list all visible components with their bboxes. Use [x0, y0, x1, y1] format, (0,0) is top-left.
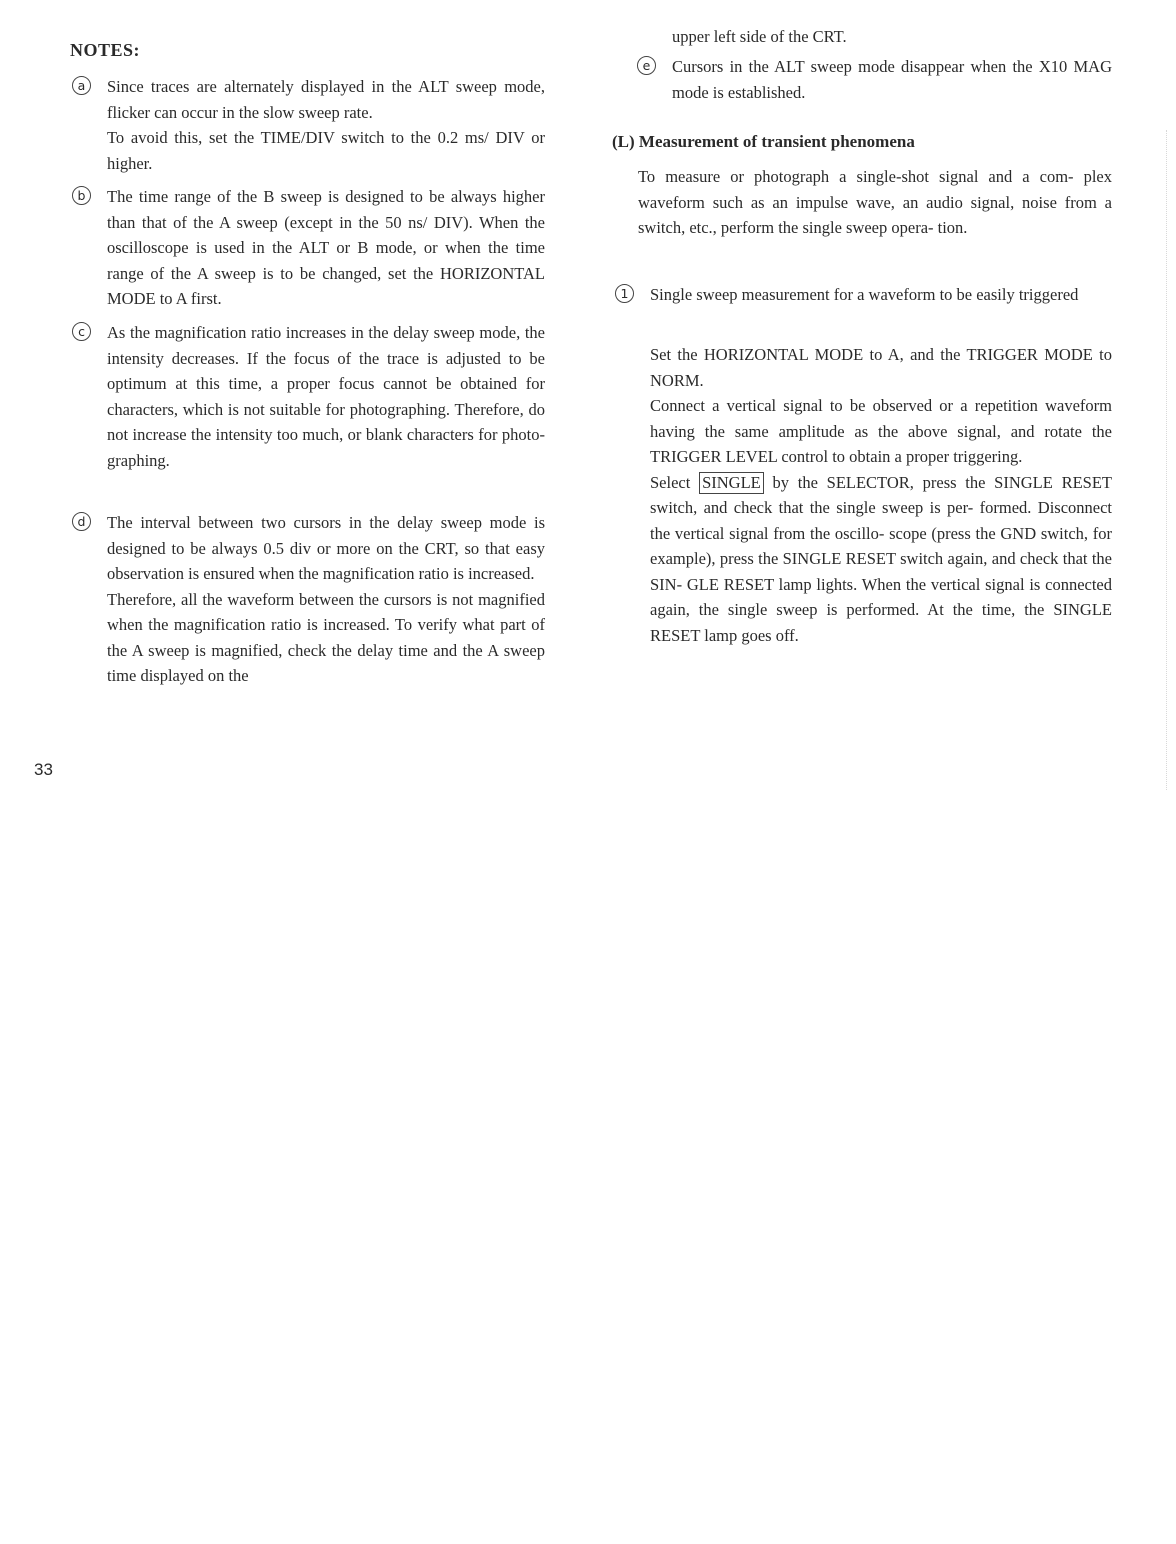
- scan-edge-line: [1166, 130, 1167, 790]
- item-1-paragraph-3-lead: Select: [650, 472, 691, 492]
- section-heading: (L) Measurement of transient phenomena: [612, 132, 915, 151]
- note-b: [77, 184, 545, 312]
- note-marker-c: c: [72, 322, 91, 341]
- note-c-paragraph-1: As the magnification ratio increases in the delay sweep mode, the intensity decreases. If the focus of the trace is adjusted to be optimum at this time, a proper focus cannot be obtained for characters, which is not suitable for photographing. Therefore, do not increase the intensity too much, or blank characters for photo- graphing.: [107, 323, 545, 470]
- note-b-paragraph-1: The time range of the B sweep is designed to be always higher than that of the A sweep (except in the 50 ns/ DIV). When the oscilloscope is used in the ALT or B mode, or when the time range of the A sweep is to be changed, set the HORIZONTAL MODE to A first.: [107, 187, 545, 308]
- item-1-paragraph-3: [650, 470, 1112, 649]
- item-1-paragraph-1: Set the HORIZONTAL MODE to A, and the TRIGGER MODE to NORM.: [650, 345, 1112, 390]
- note-marker-d: d: [72, 512, 91, 531]
- item-marker-1: 1: [615, 284, 634, 303]
- note-c: [78, 320, 545, 473]
- note-marker-e: e: [637, 56, 656, 75]
- page-number: 33: [34, 760, 53, 779]
- item-1-title-block: [620, 282, 1112, 308]
- item-1-title: Single sweep measurement for a waveform to be easily triggered: [650, 285, 1079, 304]
- note-marker-b: b: [72, 186, 91, 205]
- section-intro: [638, 164, 1112, 241]
- note-marker-a: a: [72, 76, 91, 95]
- note-a: [77, 74, 545, 176]
- note-a-paragraph-2: To avoid this, set the TIME/DIV switch to the 0.2 ms/ DIV or higher.: [107, 128, 545, 173]
- note-a-paragraph-1: Since traces are alternately displayed in the ALT sweep mode, flicker can occur in the slow sweep rate.: [107, 77, 545, 122]
- item-1-paragraph-2: Connect a vertical signal to be observed or a repetition waveform having the same amplitude as the above signal, and rotate the TRIGGER LEVEL control to obtain a proper triggering.: [650, 396, 1112, 466]
- item-1-body: [650, 342, 1112, 648]
- note-d-continued: [672, 24, 1112, 50]
- single-button-label: SINGLE: [699, 472, 764, 494]
- note-d-paragraph-1: The interval between two cursors in the delay sweep mode is designed to be always 0.5 div or more on the CRT, so that easy observation is ensured when the magnification ratio is increased.: [107, 513, 545, 583]
- section-intro-text: To measure or photograph a single-shot signal and a com- plex waveform such as an impulse wave, an audio signal, noise from a switch, etc., perform the single sweep opera- tion.: [638, 167, 1112, 237]
- note-e-paragraph-1: Cursors in the ALT sweep mode disappear when the X10 MAG mode is established.: [672, 57, 1112, 102]
- note-e: [642, 54, 1112, 105]
- note-d: [77, 510, 545, 689]
- note-d-continued-text: upper left side of the CRT.: [672, 27, 847, 46]
- note-d-paragraph-2: Therefore, all the waveform between the cursors is not magnified when the magnification ratio is increased. To verify what part of the A sweep is magnified, check the delay time and the A sweep time displayed on the: [107, 589, 545, 685]
- notes-heading: NOTES:: [70, 40, 141, 60]
- item-1-paragraph-3-rest: by the SELECTOR, press the SINGLE RESET switch, and check that the single sweep is per- formed. Disconnect the vertical signal from the oscillo- scope (press the GND switch, for example), press the SINGLE RESET switch again, and check that the SIN- GLE RESET lamp lights. When the vertical signal is connected again, the single sweep is performed. At the time, the SINGLE RESET lamp goes off.: [650, 472, 1113, 645]
